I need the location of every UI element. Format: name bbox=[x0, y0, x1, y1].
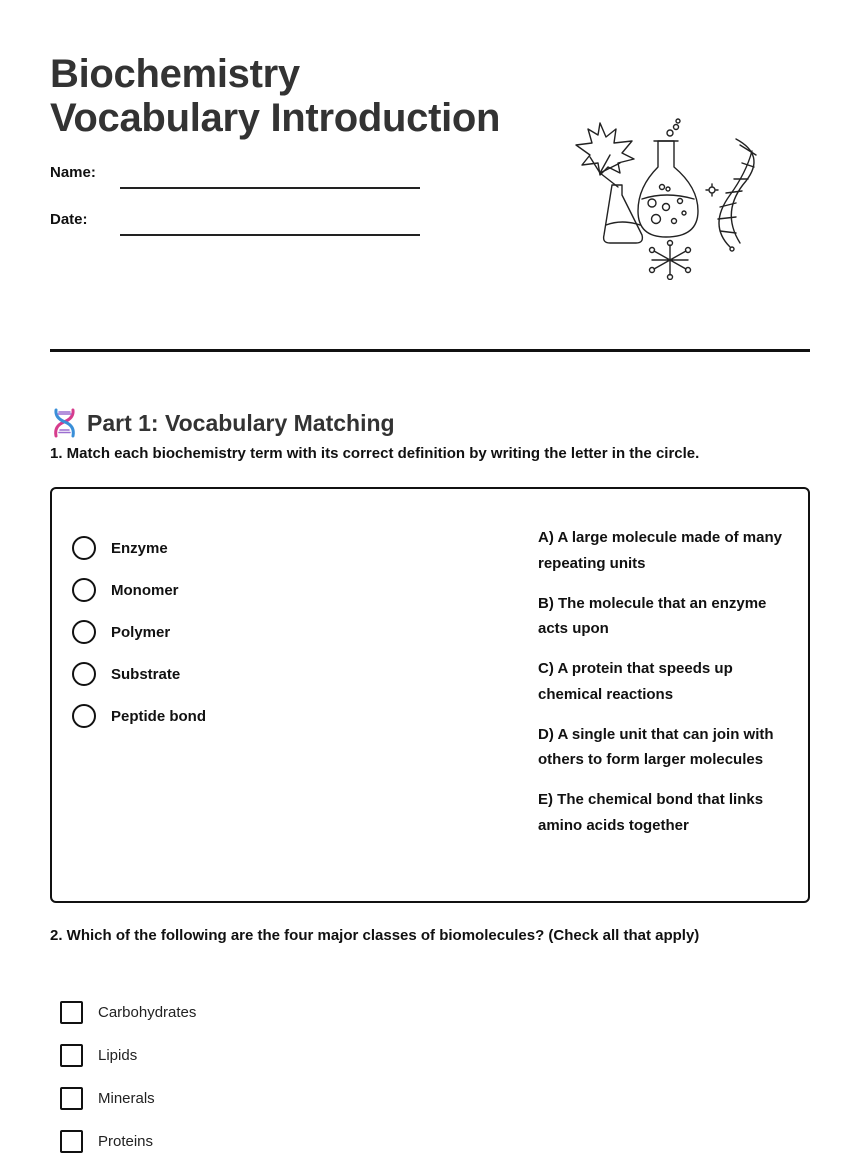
title-line-2: Vocabulary Introduction bbox=[50, 96, 501, 140]
answer-circle[interactable] bbox=[72, 620, 96, 644]
option-proteins[interactable] bbox=[60, 1120, 196, 1163]
definition-b: B) The molecule that an enzyme acts upon bbox=[538, 594, 767, 637]
section-divider bbox=[50, 349, 810, 352]
date-field[interactable] bbox=[50, 211, 420, 237]
biomolecule-options bbox=[60, 991, 196, 1163]
definition-a: A) A large molecule made of many repeating units bbox=[538, 529, 782, 572]
term-item bbox=[72, 653, 206, 695]
part1-heading bbox=[50, 407, 395, 439]
term-list bbox=[72, 527, 206, 737]
term-label: Substrate bbox=[111, 665, 181, 683]
option-carbohydrates[interactable] bbox=[60, 991, 196, 1034]
worksheet-title bbox=[50, 52, 500, 140]
answer-circle[interactable] bbox=[72, 578, 96, 602]
option-label: Proteins bbox=[98, 1133, 154, 1150]
question-1-prompt: 1. Match each biochemistry term with its correct definition by writing the letter in the circle. bbox=[50, 445, 700, 462]
term-item bbox=[72, 569, 206, 611]
date-blank-line[interactable] bbox=[120, 234, 420, 236]
checkbox[interactable] bbox=[60, 1130, 83, 1153]
definition-c: C) A protein that speeds up chemical reactions bbox=[538, 660, 733, 703]
title-line-1: Biochemistry bbox=[50, 52, 300, 96]
date-label: Date: bbox=[50, 211, 88, 228]
flask-icon bbox=[638, 119, 698, 237]
lab-glassware-illustration bbox=[570, 115, 770, 280]
option-label: Carbohydrates bbox=[98, 1004, 197, 1021]
question-2-prompt: 2. Which of the following are the four major classes of biomolecules? (Check all that apply) bbox=[50, 927, 700, 944]
definition-e: E) The chemical bond that links amino acids together bbox=[538, 791, 764, 834]
answer-circle[interactable] bbox=[72, 704, 96, 728]
dna-icon bbox=[50, 408, 79, 438]
definition-list bbox=[538, 525, 788, 853]
term-label: Polymer bbox=[111, 623, 171, 641]
option-label: Minerals bbox=[98, 1090, 155, 1107]
option-minerals[interactable] bbox=[60, 1077, 196, 1120]
option-label: Lipids bbox=[98, 1047, 138, 1064]
checkbox[interactable] bbox=[60, 1001, 83, 1024]
term-item bbox=[72, 695, 206, 737]
checkbox[interactable] bbox=[60, 1044, 83, 1067]
term-label: Peptide bond bbox=[111, 707, 206, 725]
part1-title: Part 1: Vocabulary Matching bbox=[87, 409, 395, 436]
term-item bbox=[72, 611, 206, 653]
checkbox[interactable] bbox=[60, 1087, 83, 1110]
beaker-icon bbox=[604, 185, 643, 243]
term-item bbox=[72, 527, 206, 569]
name-label: Name: bbox=[50, 164, 96, 181]
term-label: Enzyme bbox=[111, 539, 168, 557]
name-blank-line[interactable] bbox=[120, 187, 420, 189]
matching-box bbox=[50, 487, 810, 903]
maple-leaf-icon bbox=[576, 123, 634, 187]
answer-circle[interactable] bbox=[72, 536, 96, 560]
term-label: Monomer bbox=[111, 581, 179, 599]
dna-helix-icon bbox=[706, 139, 756, 251]
name-field[interactable] bbox=[50, 164, 420, 190]
option-lipids[interactable] bbox=[60, 1034, 196, 1077]
definition-d: D) A single unit that can join with others to form larger molecules bbox=[538, 725, 774, 768]
answer-circle[interactable] bbox=[72, 662, 96, 686]
molecule-icon bbox=[650, 241, 691, 280]
